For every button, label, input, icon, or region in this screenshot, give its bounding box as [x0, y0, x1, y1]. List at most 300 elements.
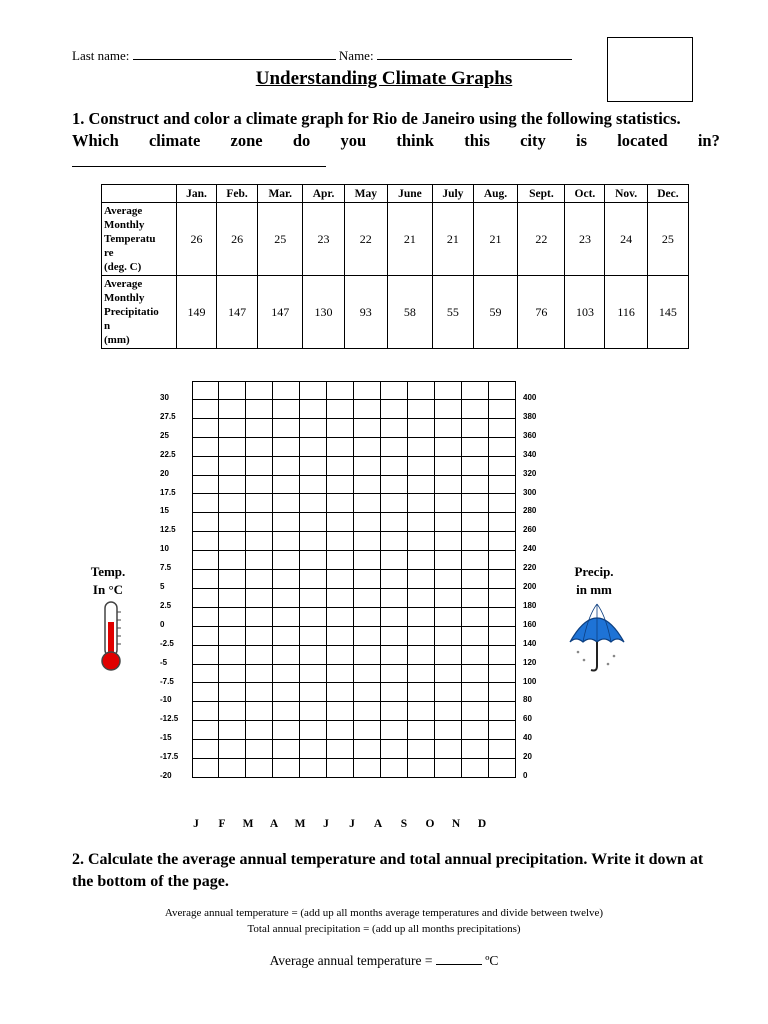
graph-cell[interactable]: [354, 381, 381, 400]
precip-label-line-2: in mm: [576, 582, 612, 597]
graph-cell[interactable]: [354, 646, 381, 665]
graph-cell[interactable]: [489, 532, 516, 551]
graph-cell[interactable]: [435, 570, 462, 589]
graph-cell[interactable]: [462, 721, 489, 740]
graph-cell[interactable]: [354, 551, 381, 570]
graph-cell[interactable]: [219, 759, 246, 778]
graph-cell[interactable]: [408, 683, 435, 702]
graph-cell[interactable]: [246, 381, 273, 400]
graph-cell[interactable]: [354, 400, 381, 419]
graph-cell[interactable]: [408, 665, 435, 684]
graph-cell[interactable]: [408, 570, 435, 589]
graph-cell[interactable]: [192, 419, 219, 438]
graph-cell[interactable]: [462, 740, 489, 759]
graph-cell[interactable]: [246, 570, 273, 589]
graph-cell[interactable]: [462, 532, 489, 551]
graph-cell[interactable]: [327, 513, 354, 532]
graph-cell[interactable]: [192, 646, 219, 665]
graph-cell[interactable]: [462, 702, 489, 721]
graph-cell[interactable]: [489, 721, 516, 740]
month-header: May: [344, 185, 387, 203]
graph-cell[interactable]: [381, 646, 408, 665]
graph-cell[interactable]: [300, 457, 327, 476]
question-1-word: think: [396, 131, 434, 150]
graph-cell[interactable]: [435, 740, 462, 759]
graph-cell[interactable]: [300, 589, 327, 608]
precipitation-label: [566, 563, 622, 599]
graph-cell[interactable]: [462, 759, 489, 778]
graph-cell[interactable]: [381, 419, 408, 438]
graph-cell[interactable]: [300, 740, 327, 759]
graph-cell[interactable]: [219, 683, 246, 702]
graph-cell[interactable]: [435, 513, 462, 532]
graph-cell[interactable]: [246, 589, 273, 608]
graph-cell[interactable]: [381, 438, 408, 457]
graph-cell[interactable]: [192, 759, 219, 778]
graph-cell[interactable]: [246, 457, 273, 476]
graph-cell[interactable]: [273, 532, 300, 551]
graph-cell[interactable]: [246, 759, 273, 778]
graph-cell[interactable]: [300, 551, 327, 570]
graph-cell[interactable]: [300, 702, 327, 721]
graph-cell[interactable]: [246, 683, 273, 702]
question-1-word: located: [617, 131, 668, 150]
graph-cell[interactable]: [489, 627, 516, 646]
graph-cell[interactable]: [300, 476, 327, 495]
graph-cell[interactable]: [219, 589, 246, 608]
graph-cell[interactable]: [300, 759, 327, 778]
graph-cell[interactable]: [300, 608, 327, 627]
table-row: [102, 203, 689, 276]
graph-cell[interactable]: [408, 721, 435, 740]
graph-cell[interactable]: [435, 551, 462, 570]
graph-cell[interactable]: [408, 513, 435, 532]
graph-cell[interactable]: [219, 570, 246, 589]
graph-cell[interactable]: [327, 381, 354, 400]
graph-cell[interactable]: [489, 494, 516, 513]
graph-cell[interactable]: [246, 740, 273, 759]
graph-cell[interactable]: [219, 494, 246, 513]
graph-cell[interactable]: [327, 476, 354, 495]
graph-cell[interactable]: [192, 551, 219, 570]
graph-cell[interactable]: [408, 740, 435, 759]
graph-cell[interactable]: [354, 665, 381, 684]
graph-cell[interactable]: [246, 646, 273, 665]
graph-cell[interactable]: [327, 702, 354, 721]
graph-cell[interactable]: [381, 740, 408, 759]
graph-cell[interactable]: [408, 759, 435, 778]
graph-cell[interactable]: [273, 551, 300, 570]
graph-cell[interactable]: [246, 513, 273, 532]
graph-cell[interactable]: [489, 740, 516, 759]
graph-cell[interactable]: [435, 532, 462, 551]
graph-cell[interactable]: [462, 646, 489, 665]
name-field[interactable]: [377, 48, 572, 60]
graph-cell[interactable]: [273, 476, 300, 495]
graph-cell[interactable]: [327, 457, 354, 476]
graph-cell[interactable]: [354, 589, 381, 608]
graph-cell[interactable]: [354, 532, 381, 551]
graph-cell[interactable]: [354, 627, 381, 646]
graph-cell[interactable]: [219, 646, 246, 665]
graph-cell[interactable]: [354, 759, 381, 778]
temp-tick-label: 10: [160, 544, 169, 554]
graph-cell[interactable]: [408, 381, 435, 400]
graph-cell[interactable]: [408, 702, 435, 721]
graph-cell[interactable]: [435, 419, 462, 438]
question-1-word: zone: [230, 131, 263, 150]
graph-cell[interactable]: [489, 702, 516, 721]
question-1-word: is: [575, 131, 587, 150]
graph-cell[interactable]: [273, 721, 300, 740]
graph-cell[interactable]: [219, 438, 246, 457]
graph-cell[interactable]: [327, 608, 354, 627]
graph-cell[interactable]: [408, 494, 435, 513]
graph-cell[interactable]: [381, 721, 408, 740]
graph-cell[interactable]: [219, 381, 246, 400]
graph-cell[interactable]: [489, 665, 516, 684]
graph-cell[interactable]: [192, 665, 219, 684]
graph-cell[interactable]: [273, 608, 300, 627]
precip-label-line-1: Precip.: [574, 564, 614, 579]
graph-cell[interactable]: [246, 702, 273, 721]
climate-graph-grid[interactable]: [192, 381, 516, 778]
graph-cell[interactable]: [489, 551, 516, 570]
graph-cell[interactable]: [246, 438, 273, 457]
graph-cell[interactable]: [381, 494, 408, 513]
graph-cell[interactable]: [435, 438, 462, 457]
graph-cell[interactable]: [435, 683, 462, 702]
table-cell: 130: [303, 276, 345, 349]
graph-cell[interactable]: [219, 457, 246, 476]
precip-tick-label: 180: [523, 600, 537, 610]
graph-cell[interactable]: [354, 721, 381, 740]
graph-cell[interactable]: [327, 419, 354, 438]
graph-cell[interactable]: [354, 608, 381, 627]
answer-blank[interactable]: [72, 166, 326, 167]
graph-cell[interactable]: [246, 419, 273, 438]
graph-cell[interactable]: [273, 683, 300, 702]
precip-tick-label: 200: [523, 582, 537, 592]
graph-cell[interactable]: [381, 608, 408, 627]
graph-cell[interactable]: [435, 589, 462, 608]
graph-cell[interactable]: [408, 589, 435, 608]
graph-cell[interactable]: [381, 457, 408, 476]
graph-cell[interactable]: [246, 532, 273, 551]
graph-cell[interactable]: [219, 627, 246, 646]
graph-cell[interactable]: [381, 702, 408, 721]
graph-cell[interactable]: [327, 400, 354, 419]
graph-cell[interactable]: [462, 494, 489, 513]
graph-cell[interactable]: [192, 589, 219, 608]
graph-cell[interactable]: [354, 419, 381, 438]
graph-cell[interactable]: [300, 646, 327, 665]
graph-cell[interactable]: [381, 570, 408, 589]
graph-cell[interactable]: [489, 608, 516, 627]
graph-cell[interactable]: [381, 589, 408, 608]
graph-cell[interactable]: [192, 702, 219, 721]
graph-cell[interactable]: [300, 665, 327, 684]
graph-cell[interactable]: [273, 438, 300, 457]
graph-cell[interactable]: [327, 551, 354, 570]
graph-cell[interactable]: [246, 551, 273, 570]
graph-cell[interactable]: [300, 419, 327, 438]
graph-cell[interactable]: [246, 476, 273, 495]
graph-cell[interactable]: [273, 759, 300, 778]
precip-tick-label: 20: [523, 752, 532, 762]
graph-cell[interactable]: [489, 457, 516, 476]
graph-cell[interactable]: [408, 400, 435, 419]
graph-cell[interactable]: [381, 551, 408, 570]
graph-cell[interactable]: [381, 400, 408, 419]
graph-cell[interactable]: [435, 627, 462, 646]
graph-cell[interactable]: [381, 627, 408, 646]
graph-cell[interactable]: [300, 438, 327, 457]
graph-cell[interactable]: [408, 476, 435, 495]
row-header-line: n: [104, 320, 111, 332]
graph-cell[interactable]: [381, 665, 408, 684]
month-tick-label: J: [323, 818, 329, 830]
month-tick-label: S: [400, 818, 408, 830]
table-header-row: [102, 185, 689, 203]
graph-cell[interactable]: [354, 513, 381, 532]
avg-temp-suffix: ºC: [481, 953, 499, 968]
graph-cell[interactable]: [435, 476, 462, 495]
graph-cell[interactable]: [192, 608, 219, 627]
graph-cell[interactable]: [489, 570, 516, 589]
graph-cell[interactable]: [327, 646, 354, 665]
graph-cell[interactable]: [273, 646, 300, 665]
graph-cell[interactable]: [489, 476, 516, 495]
graph-cell[interactable]: [300, 532, 327, 551]
graph-cell[interactable]: [300, 494, 327, 513]
precip-tick-label: 360: [523, 430, 537, 440]
graph-cell[interactable]: [462, 570, 489, 589]
graph-cell[interactable]: [273, 740, 300, 759]
graph-cell[interactable]: [354, 570, 381, 589]
graph-cell[interactable]: [462, 683, 489, 702]
graph-cell[interactable]: [354, 476, 381, 495]
graph-cell[interactable]: [462, 589, 489, 608]
graph-cell[interactable]: [462, 381, 489, 400]
graph-cell[interactable]: [354, 438, 381, 457]
graph-cell[interactable]: [462, 457, 489, 476]
graph-cell[interactable]: [219, 551, 246, 570]
graph-cell[interactable]: [219, 476, 246, 495]
avg-temp-note: Average annual temperature = (add up all months average temperatures and divide between twelve): [164, 907, 604, 919]
graph-cell[interactable]: [408, 419, 435, 438]
graph-cell[interactable]: [192, 570, 219, 589]
graph-cell[interactable]: [192, 457, 219, 476]
graph-cell[interactable]: [435, 608, 462, 627]
month-tick-label: M: [294, 818, 306, 830]
table-cell: 145: [647, 276, 688, 349]
graph-cell[interactable]: [435, 400, 462, 419]
table-cell: 55: [433, 276, 474, 349]
graph-cell[interactable]: [192, 532, 219, 551]
graph-cell[interactable]: [462, 665, 489, 684]
graph-cell[interactable]: [300, 513, 327, 532]
graph-cell[interactable]: [489, 683, 516, 702]
graph-cell[interactable]: [192, 476, 219, 495]
graph-cell[interactable]: [462, 476, 489, 495]
graph-cell[interactable]: [327, 438, 354, 457]
graph-cell[interactable]: [219, 665, 246, 684]
graph-cell[interactable]: [462, 400, 489, 419]
last-name-field[interactable]: [133, 48, 336, 60]
graph-cell[interactable]: [219, 608, 246, 627]
graph-cell[interactable]: [219, 419, 246, 438]
graph-cell[interactable]: [300, 627, 327, 646]
graph-cell[interactable]: [354, 494, 381, 513]
graph-cell[interactable]: [327, 740, 354, 759]
graph-cell[interactable]: [489, 513, 516, 532]
graph-cell[interactable]: [489, 400, 516, 419]
table-cell: 76: [518, 276, 565, 349]
graph-cell[interactable]: [354, 457, 381, 476]
graph-cell[interactable]: [435, 759, 462, 778]
graph-cell[interactable]: [300, 570, 327, 589]
graph-cell[interactable]: [219, 513, 246, 532]
row-header: [102, 203, 177, 276]
graph-cell[interactable]: [246, 400, 273, 419]
graph-cell[interactable]: [273, 494, 300, 513]
graph-cell[interactable]: [192, 627, 219, 646]
graph-cell[interactable]: [246, 627, 273, 646]
table-cell: 21: [473, 203, 518, 276]
graph-cell[interactable]: [300, 381, 327, 400]
month-tick-label: M: [242, 818, 254, 830]
graph-cell[interactable]: [462, 551, 489, 570]
graph-cell[interactable]: [327, 665, 354, 684]
graph-cell[interactable]: [219, 400, 246, 419]
graph-cell[interactable]: [273, 381, 300, 400]
graph-cell[interactable]: [462, 419, 489, 438]
graph-cell[interactable]: [462, 438, 489, 457]
graph-cell[interactable]: [435, 494, 462, 513]
graph-cell[interactable]: [246, 494, 273, 513]
graph-cell[interactable]: [354, 683, 381, 702]
avg-temp-field[interactable]: [436, 954, 482, 965]
graph-cell[interactable]: [327, 721, 354, 740]
temp-tick-label: -20: [160, 771, 172, 781]
graph-cell[interactable]: [489, 381, 516, 400]
graph-cell[interactable]: [408, 457, 435, 476]
temp-tick-label: 27.5: [160, 411, 176, 421]
graph-cell[interactable]: [381, 532, 408, 551]
graph-cell[interactable]: [327, 759, 354, 778]
graph-cell[interactable]: [327, 570, 354, 589]
graph-cell[interactable]: [300, 683, 327, 702]
graph-cell[interactable]: [435, 457, 462, 476]
graph-cell[interactable]: [219, 740, 246, 759]
page-title: Understanding Climate Graphs: [255, 68, 513, 89]
graph-cell[interactable]: [219, 532, 246, 551]
graph-cell[interactable]: [273, 457, 300, 476]
precip-tick-label: 140: [523, 638, 537, 648]
temp-tick-label: -2.5: [160, 638, 174, 648]
graph-cell[interactable]: [408, 646, 435, 665]
graph-cell[interactable]: [489, 759, 516, 778]
graph-cell[interactable]: [192, 438, 219, 457]
graph-cell[interactable]: [435, 702, 462, 721]
graph-cell[interactable]: [192, 740, 219, 759]
precip-tick-label: 220: [523, 563, 537, 573]
month-header: Dec.: [647, 185, 688, 203]
graph-cell[interactable]: [273, 419, 300, 438]
graph-cell[interactable]: [192, 494, 219, 513]
graph-cell[interactable]: [435, 646, 462, 665]
graph-cell[interactable]: [462, 513, 489, 532]
graph-cell[interactable]: [381, 381, 408, 400]
graph-cell[interactable]: [273, 702, 300, 721]
graph-cell[interactable]: [246, 721, 273, 740]
question-2: 2. Calculate the average annual temperature and total annual precipitation. Write it down at the bottom of the page.: [72, 851, 704, 890]
graph-cell[interactable]: [489, 438, 516, 457]
graph-cell[interactable]: [489, 419, 516, 438]
graph-cell[interactable]: [435, 665, 462, 684]
graph-cell[interactable]: [273, 627, 300, 646]
graph-cell[interactable]: [219, 702, 246, 721]
graph-cell[interactable]: [489, 589, 516, 608]
graph-cell[interactable]: [273, 665, 300, 684]
graph-cell[interactable]: [435, 381, 462, 400]
graph-cell[interactable]: [327, 589, 354, 608]
graph-cell[interactable]: [192, 381, 219, 400]
graph-cell[interactable]: [462, 608, 489, 627]
graph-cell[interactable]: [462, 627, 489, 646]
graph-cell[interactable]: [327, 532, 354, 551]
graph-cell[interactable]: [489, 646, 516, 665]
graph-cell[interactable]: [408, 551, 435, 570]
graph-cell[interactable]: [327, 627, 354, 646]
temp-tick-label: -12.5: [160, 714, 179, 724]
graph-cell[interactable]: [354, 740, 381, 759]
last-name-label: Last name:: [72, 48, 130, 63]
temp-tick-label: -17.5: [160, 752, 179, 762]
graph-cell[interactable]: [381, 513, 408, 532]
table-cell: 147: [217, 276, 258, 349]
graph-cell[interactable]: [300, 721, 327, 740]
graph-cell[interactable]: [273, 513, 300, 532]
graph-cell[interactable]: [273, 570, 300, 589]
graph-cell[interactable]: [354, 702, 381, 721]
graph-cell[interactable]: [246, 665, 273, 684]
graph-cell[interactable]: [273, 400, 300, 419]
graph-cell[interactable]: [408, 438, 435, 457]
graph-cell[interactable]: [246, 608, 273, 627]
precip-tick-label: 280: [523, 506, 537, 516]
graph-cell[interactable]: [327, 683, 354, 702]
graph-cell[interactable]: [219, 721, 246, 740]
graph-cell[interactable]: [381, 759, 408, 778]
month-tick-label: J: [349, 818, 355, 830]
row-header-line: Temperatu: [104, 233, 156, 245]
graph-cell[interactable]: [192, 400, 219, 419]
graph-cell[interactable]: [327, 494, 354, 513]
graph-cell[interactable]: [381, 683, 408, 702]
graph-cell[interactable]: [192, 721, 219, 740]
graph-cell[interactable]: [300, 400, 327, 419]
graph-cell[interactable]: [408, 627, 435, 646]
graph-cell[interactable]: [381, 476, 408, 495]
graph-cell[interactable]: [408, 608, 435, 627]
graph-cell[interactable]: [408, 532, 435, 551]
graph-cell[interactable]: [273, 589, 300, 608]
graph-cell[interactable]: [435, 721, 462, 740]
graph-cell[interactable]: [192, 513, 219, 532]
graph-cell[interactable]: [192, 683, 219, 702]
